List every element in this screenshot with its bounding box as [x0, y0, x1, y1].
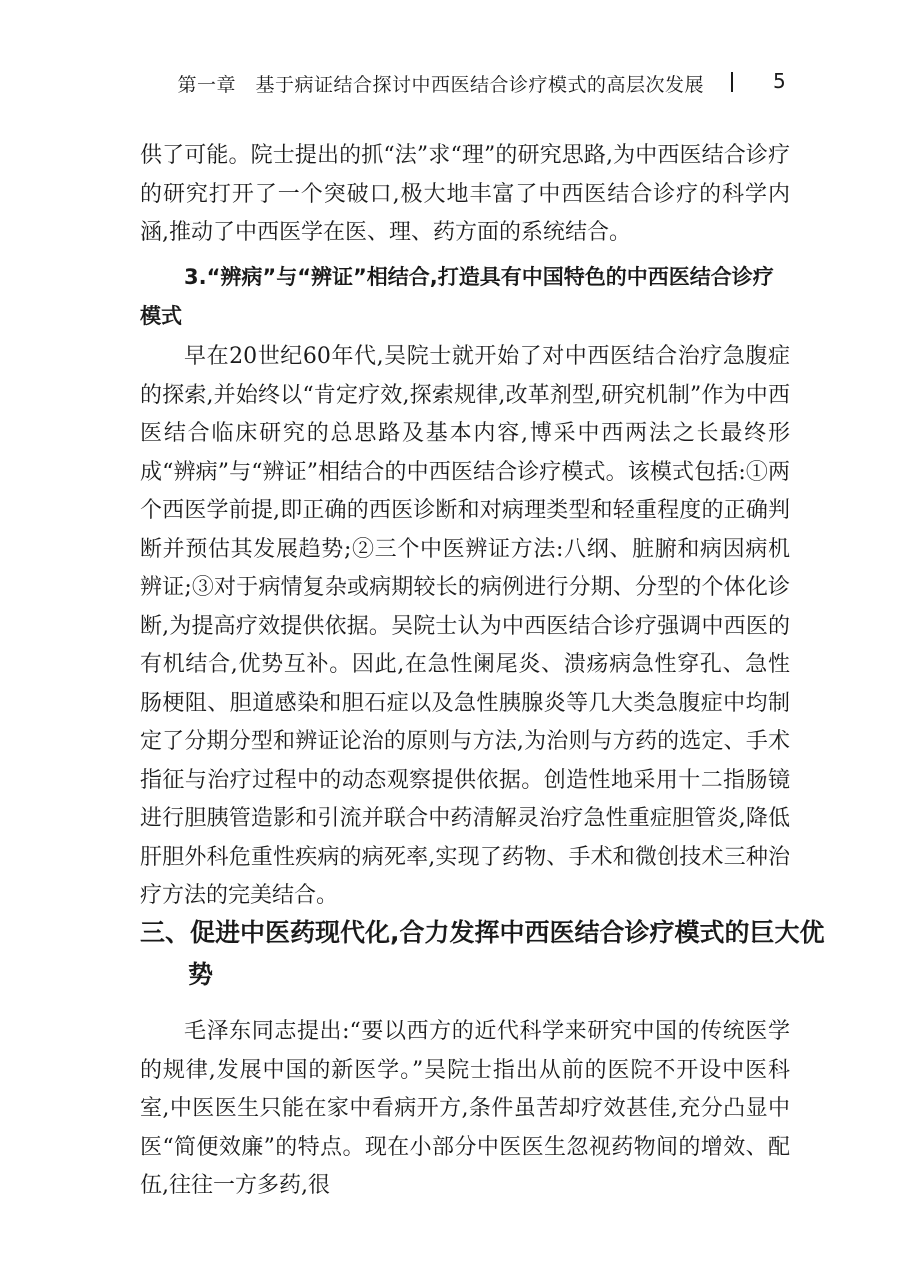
subsection-heading-3: 3.“辨病”与“辨证”相结合,打造具有中国特色的中西医结合诊疗模式 — [140, 265, 774, 328]
paragraph-continuation: 供了可能。院士提出的抓“法”求“理”的研究思路,为中西医结合诊疗的研究打开了一个突破口,极大地丰富了中西医结合诊疗的科学内涵,推动了中西医学在医、理、药方面的系统结合。 — [140, 143, 790, 245]
header-divider — [731, 72, 733, 92]
running-header — [0, 70, 900, 102]
chapter-title: 第一章 基于病证结合探讨中西医结合诊疗模式的高层次发展 — [177, 74, 704, 96]
paragraph-bingzheng: 早在20世纪60年代,吴院士就开始了对中西医结合治疗急腹症的探索,并始终以“肯定疗效,探索规律,改革剂型,研究机制”作为中西医结合临床研究的总思路及基本内容,博采中西两法之长最终形成“辨病”与“辨证”相结合的中西医结合诊疗模式。该模式包括:①两个西医学前提,即正确的西医诊断和对病理类型和轻重程度的正确判断并预估其发展趋势;②三个中医辨证方法:八纲、脏腑和病因病机辨证;③对于病情复杂或病期较长的病例进行分期、分型的个体化诊断,为提高疗效提供依据。吴院士认为中西医结合诊疗强调中西医的有机结合,优势互补。因此,在急性阑尾炎、溃疡病急性穿孔、急性肠梗阻、胆道感染和胆石症以及急性胰腺炎等几大类急腹症中均制定了分期分型和辨证论治的原则与方法,为治则与方药的选定、手术指征与治疗过程中的动态观察提供依据。创造性地采用十二指肠镜进行胆胰管造影和引流并联合中药清解灵治疗急性重症胆管炎,降低肝胆外科危重性疾病的病死率,实现了药物、手术和微创技术三种治疗方法的完美结合。 — [140, 344, 790, 908]
paragraph-mao-quote: 毛泽东同志提出:“要以西方的近代科学来研究中国的传统医学的规律,发展中国的新医学。”吴院士指出从前的医院不开设中医科室,中医医生只能在家中看病开方,条件虽苦却疗效甚佳,充分凸显中医“简便效廉”的特点。现在小部分中医医生忽视药物间的增效、配伍,往往一方多药,很 — [140, 1019, 790, 1198]
page-number: 5 — [773, 69, 786, 93]
section-heading-3: 三、促进中医药现代化,合力发挥中西医结合诊疗模式的巨大优势 — [140, 918, 825, 989]
